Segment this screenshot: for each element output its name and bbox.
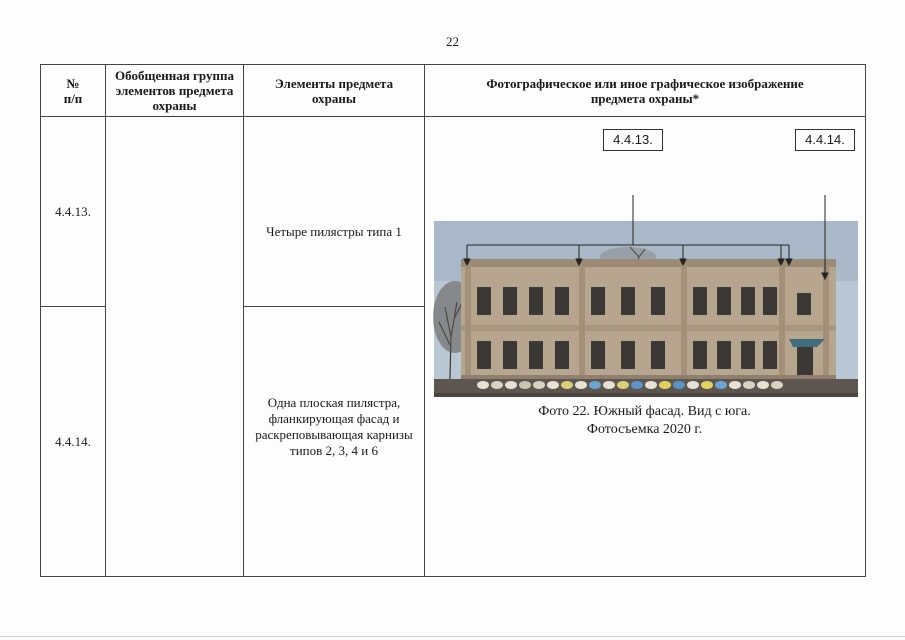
- callout-4-4-13: 4.4.13.: [603, 129, 663, 151]
- header-num: № п/п: [41, 65, 106, 117]
- row-number: 4.4.14.: [41, 307, 106, 577]
- caption-line-1: Фото 22. Южный фасад. Вид с юга.: [538, 404, 751, 419]
- header-group: Обобщенная группа элементов предмета охраны: [106, 65, 244, 117]
- element-description: Четыре пилястры типа 1: [244, 117, 425, 307]
- photo-caption: [425, 403, 864, 439]
- table-row: [41, 117, 866, 307]
- bottom-rule: [0, 636, 905, 637]
- header-row: [41, 65, 866, 117]
- facade-photo: [425, 117, 864, 397]
- photo-wrap: [425, 117, 864, 575]
- group-cell: [106, 117, 244, 577]
- header-elements: Элементы предмета охраны: [244, 65, 425, 117]
- heritage-elements-table: [40, 64, 866, 577]
- caption-line-2: Фотосъемка 2020 г.: [586, 422, 703, 437]
- header-image: Фотографическое или иное графическое изображение предмета охраны*: [425, 65, 866, 117]
- row-number: 4.4.13.: [41, 117, 106, 307]
- photo-cell: [425, 117, 866, 577]
- callout-4-4-14: 4.4.14.: [795, 129, 855, 151]
- element-description: Одна плоская пилястра, фланкирующая фасад и раскреповывающая карнизы типов 2, 3, 4 и 6: [244, 307, 425, 577]
- page-number: 22: [446, 34, 459, 49]
